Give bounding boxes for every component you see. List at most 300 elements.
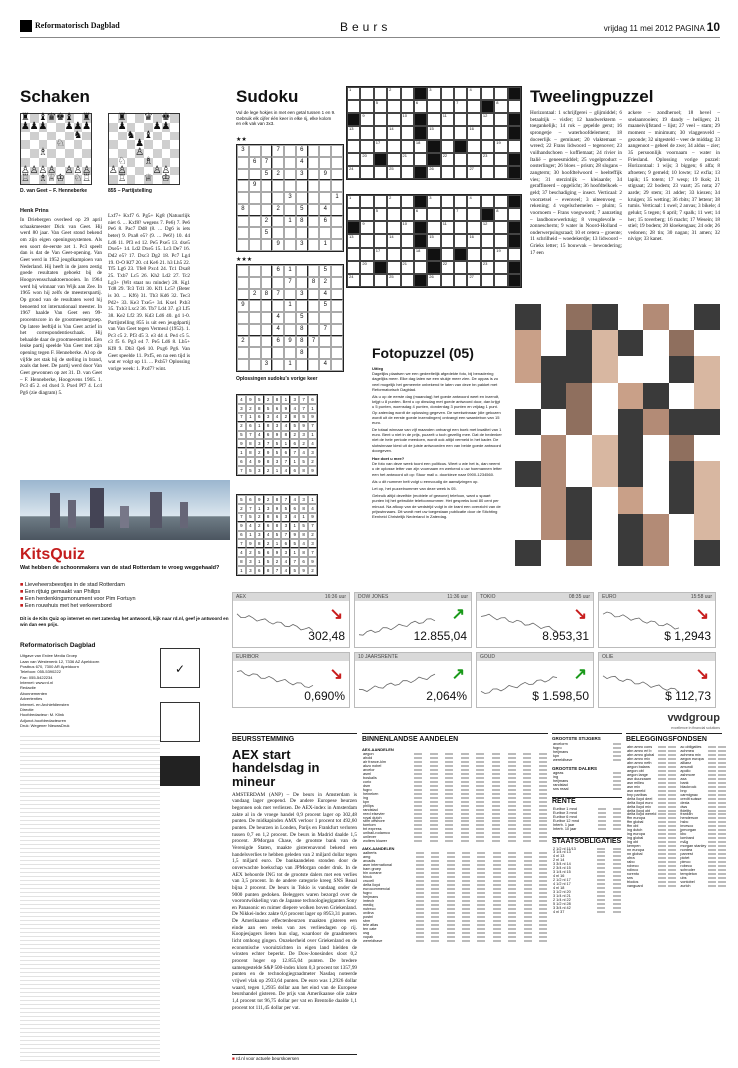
sudoku-puzzle-2[interactable]: [236, 264, 344, 372]
crossword-cell[interactable]: [467, 113, 480, 126]
sudoku-cell[interactable]: [331, 359, 343, 371]
sudoku-cell[interactable]: [319, 192, 331, 204]
crossword-cell[interactable]: [481, 166, 494, 179]
crossword-cell[interactable]: [441, 195, 454, 208]
crossword-cell[interactable]: [347, 261, 360, 274]
crossword-cell[interactable]: [467, 248, 480, 261]
sudoku-cell[interactable]: [249, 336, 261, 348]
crossword-cell[interactable]: [374, 234, 387, 247]
crossword-cell[interactable]: [467, 153, 480, 166]
crossword-cell[interactable]: [467, 140, 480, 153]
table-cell-name: jpmorgan: [680, 828, 697, 833]
table-cell-value: [707, 781, 717, 785]
sudoku-cell[interactable]: [237, 216, 249, 228]
crossword-cell[interactable]: [441, 234, 454, 247]
sudoku-cell[interactable]: [331, 169, 343, 181]
crossword-cell[interactable]: 12: [481, 113, 494, 126]
sudoku-cell[interactable]: [308, 347, 320, 359]
sudoku-cell[interactable]: [272, 227, 284, 239]
sudoku-cell[interactable]: [331, 277, 343, 289]
sudoku-cell[interactable]: [249, 216, 261, 228]
sudoku-cell[interactable]: [296, 277, 308, 289]
sudoku-cell[interactable]: [331, 216, 343, 228]
sudoku-cell[interactable]: [237, 227, 249, 239]
crossword-cell[interactable]: 1: [347, 195, 360, 208]
crossword-cell[interactable]: [360, 140, 373, 153]
crossword-cell[interactable]: [494, 195, 507, 208]
sudoku-cell[interactable]: [319, 336, 331, 348]
sudoku-cell[interactable]: [261, 180, 273, 192]
sudoku-cell[interactable]: [261, 312, 273, 324]
sudoku-cell[interactable]: [284, 169, 296, 181]
crossword-cell[interactable]: 25: [387, 274, 400, 287]
sudoku-cell: 8: [246, 439, 255, 448]
sudoku-cell[interactable]: [284, 180, 296, 192]
crossword-cell[interactable]: 1: [347, 87, 360, 100]
crossword-cell[interactable]: [454, 274, 467, 287]
crossword-cell[interactable]: 14: [387, 126, 400, 139]
crossword-cell[interactable]: [401, 208, 414, 221]
sudoku-cell[interactable]: [331, 336, 343, 348]
crossword-cell[interactable]: 21: [401, 261, 414, 274]
crossword-cell[interactable]: [347, 140, 360, 153]
crossword-cell[interactable]: 17: [374, 140, 387, 153]
sudoku-cell[interactable]: [261, 192, 273, 204]
sudoku-cell[interactable]: [308, 169, 320, 181]
sudoku-cell[interactable]: [284, 145, 296, 157]
crossword-cell[interactable]: [360, 87, 373, 100]
crossword-cell[interactable]: 13: [347, 234, 360, 247]
crossword-cell[interactable]: 27: [467, 166, 480, 179]
crossword-cell[interactable]: [508, 248, 521, 261]
crossword-cell[interactable]: [454, 261, 467, 274]
sudoku-cell[interactable]: [272, 359, 284, 371]
crossword-cell[interactable]: [360, 166, 373, 179]
sudoku-cell: 1: [255, 504, 264, 513]
chess-square: [74, 140, 83, 149]
crossword-cell[interactable]: 3: [427, 195, 440, 208]
crossword-cell[interactable]: [360, 234, 373, 247]
sudoku-cell[interactable]: [331, 227, 343, 239]
crossword-cell[interactable]: [467, 221, 480, 234]
crossword-cell[interactable]: 7: [454, 100, 467, 113]
sudoku-cell[interactable]: [249, 204, 261, 216]
crossword-cell[interactable]: [374, 195, 387, 208]
sudoku-cell[interactable]: [272, 300, 284, 312]
crossword-cell[interactable]: [494, 87, 507, 100]
crossword-cell[interactable]: [441, 274, 454, 287]
crossword-cell[interactable]: [494, 261, 507, 274]
crossword-cell[interactable]: [494, 221, 507, 234]
crossword-cell[interactable]: 13: [347, 126, 360, 139]
sudoku-cell[interactable]: [284, 204, 296, 216]
sudoku-cell[interactable]: [284, 157, 296, 169]
chess-title: Schaken: [20, 87, 90, 106]
crossword-cell[interactable]: [441, 166, 454, 179]
crossword-cell[interactable]: 21: [401, 153, 414, 166]
sudoku-cell: 7: [308, 522, 317, 531]
sudoku-cell[interactable]: [284, 227, 296, 239]
sudoku-cell[interactable]: [284, 312, 296, 324]
crossword-cell[interactable]: 12: [481, 221, 494, 234]
crossword-cell[interactable]: [374, 113, 387, 126]
sudoku-cell[interactable]: [284, 289, 296, 301]
sudoku-cell[interactable]: [296, 265, 308, 277]
crossword-cell[interactable]: 24: [347, 166, 360, 179]
crossword-cell[interactable]: 2: [387, 195, 400, 208]
crossword-cell[interactable]: [401, 248, 414, 261]
sudoku-cell[interactable]: [331, 239, 343, 251]
sudoku-cell[interactable]: [272, 157, 284, 169]
crossword-cell[interactable]: [374, 274, 387, 287]
crossword-cell[interactable]: [374, 221, 387, 234]
sudoku-cell[interactable]: [308, 227, 320, 239]
sudoku-cell[interactable]: [319, 145, 331, 157]
chess-square: [144, 140, 153, 149]
crossword-cell[interactable]: [347, 248, 360, 261]
fondsen-table-2: [679, 745, 727, 888]
sudoku-cell[interactable]: [308, 300, 320, 312]
sudoku-cell[interactable]: [308, 157, 320, 169]
sudoku-cell[interactable]: [331, 204, 343, 216]
kitsquiz-option[interactable]: ■ Een rijtuig gemaakt van Philips: [20, 588, 101, 595]
crossword-cell[interactable]: 11: [441, 221, 454, 234]
crossword-cell[interactable]: [414, 261, 427, 274]
sudoku-cell[interactable]: [331, 312, 343, 324]
crossword-cell[interactable]: 2: [387, 87, 400, 100]
crossword-cell[interactable]: [427, 100, 440, 113]
crossword-cell[interactable]: 22: [441, 153, 454, 166]
crossword-cell[interactable]: [441, 248, 454, 261]
sudoku-cell: 9: [237, 300, 249, 312]
crossword-cell[interactable]: 26: [427, 166, 440, 179]
sudoku-cell[interactable]: [308, 312, 320, 324]
sudoku-cell: 1: [290, 548, 299, 557]
sudoku-cell[interactable]: [237, 157, 249, 169]
sudoku-cell[interactable]: [331, 145, 343, 157]
crossword-cell[interactable]: [508, 140, 521, 153]
sudoku-cell[interactable]: [272, 180, 284, 192]
crossword-cell[interactable]: [387, 113, 400, 126]
crossword-cell[interactable]: 16: [467, 126, 480, 139]
sudoku-cell[interactable]: [331, 300, 343, 312]
sudoku-cell[interactable]: [319, 180, 331, 192]
sudoku-cell[interactable]: [319, 157, 331, 169]
crossword-cell[interactable]: [481, 195, 494, 208]
sudoku-cell[interactable]: [308, 324, 320, 336]
photo-tile: [515, 487, 541, 513]
crossword-cell[interactable]: [387, 221, 400, 234]
crossword-cell[interactable]: [467, 208, 480, 221]
sudoku-cell[interactable]: [331, 289, 343, 301]
crossword-cell[interactable]: 9: [360, 221, 373, 234]
sudoku-cell[interactable]: [261, 204, 273, 216]
sudoku-cell[interactable]: [296, 192, 308, 204]
sudoku-cell[interactable]: [308, 265, 320, 277]
crossword-cell[interactable]: [441, 126, 454, 139]
crossword-cell[interactable]: [360, 208, 373, 221]
crossword-cell[interactable]: 8: [494, 208, 507, 221]
sudoku-cell[interactable]: [261, 265, 273, 277]
sudoku-cell[interactable]: [331, 324, 343, 336]
crossword-grid-2[interactable]: [346, 194, 522, 288]
crossword-cell[interactable]: [494, 153, 507, 166]
sudoku-cell[interactable]: [331, 347, 343, 359]
crossword-cell[interactable]: [360, 195, 373, 208]
crossword-cell[interactable]: 16: [467, 234, 480, 247]
sudoku-cell[interactable]: [237, 265, 249, 277]
crossword-cell[interactable]: [494, 274, 507, 287]
crossword-cell[interactable]: 23: [481, 261, 494, 274]
crossword-cell[interactable]: 5: [374, 100, 387, 113]
sudoku-cell[interactable]: [272, 216, 284, 228]
crossword-cell[interactable]: 5: [374, 208, 387, 221]
crossword-cell[interactable]: [401, 87, 414, 100]
sudoku-cell[interactable]: [249, 300, 261, 312]
chess-square: [170, 114, 179, 123]
sudoku-cell[interactable]: [249, 359, 261, 371]
sudoku-cell[interactable]: [308, 180, 320, 192]
crossword-cell[interactable]: 24: [347, 274, 360, 287]
crossword-cell[interactable]: [401, 234, 414, 247]
sudoku-cell[interactable]: [272, 347, 284, 359]
crossword-cell[interactable]: [387, 153, 400, 166]
crossword-cell[interactable]: [467, 100, 480, 113]
sudoku-cell[interactable]: [249, 192, 261, 204]
sudoku-cell[interactable]: [272, 192, 284, 204]
crossword-cell[interactable]: 6: [414, 208, 427, 221]
crossword-cell[interactable]: [401, 100, 414, 113]
sudoku-cell[interactable]: [308, 239, 320, 251]
sudoku-cell[interactable]: [249, 347, 261, 359]
sudoku-cell[interactable]: [249, 265, 261, 277]
sudoku-cell: 2: [264, 495, 273, 504]
crossword-cell[interactable]: [454, 87, 467, 100]
crossword-cell[interactable]: [401, 166, 414, 179]
crossword-cell[interactable]: [387, 140, 400, 153]
crossword-cell[interactable]: 10: [401, 113, 414, 126]
crossword-cell[interactable]: 22: [441, 261, 454, 274]
crossword-cell[interactable]: [481, 274, 494, 287]
crossword-cell[interactable]: [481, 234, 494, 247]
sudoku-cell[interactable]: [237, 192, 249, 204]
crossword-cell[interactable]: [347, 100, 360, 113]
crossword-cell[interactable]: [401, 126, 414, 139]
sudoku-cell[interactable]: [296, 227, 308, 239]
crossword-cell[interactable]: 15: [427, 126, 440, 139]
sudoku-cell[interactable]: [284, 324, 296, 336]
crossword-cell[interactable]: 20: [360, 153, 373, 166]
sudoku-cell[interactable]: [237, 239, 249, 251]
sudoku-cell[interactable]: [319, 347, 331, 359]
sudoku-cell: 3: [246, 566, 255, 575]
crossword-cell[interactable]: [427, 208, 440, 221]
photo-tile: [643, 356, 669, 382]
sudoku-cell[interactable]: [296, 359, 308, 371]
crossword-cell[interactable]: [427, 113, 440, 126]
sudoku-cell[interactable]: [249, 227, 261, 239]
sudoku-cell[interactable]: [261, 277, 273, 289]
sudoku-cell[interactable]: [296, 180, 308, 192]
sudoku-cell[interactable]: [237, 180, 249, 192]
crossword-cell[interactable]: 15: [427, 234, 440, 247]
crossword-cell[interactable]: 6: [414, 100, 427, 113]
crossword-cell[interactable]: [454, 126, 467, 139]
sudoku-cell[interactable]: [308, 145, 320, 157]
sudoku-cell[interactable]: [237, 277, 249, 289]
crossword-cell[interactable]: 10: [401, 221, 414, 234]
table-cell-name: delta lloyd mix: [627, 804, 652, 809]
chess-square: [47, 132, 56, 141]
crossword-cell[interactable]: [401, 140, 414, 153]
crossword-cell[interactable]: [467, 261, 480, 274]
sudoku-cell[interactable]: [237, 289, 249, 301]
sudoku-cell[interactable]: [296, 300, 308, 312]
crossword-cell[interactable]: [374, 166, 387, 179]
photo-tile: [618, 435, 644, 461]
sudoku-cell: 2: [246, 404, 255, 413]
sudoku-cell[interactable]: [261, 324, 273, 336]
sudoku-cell[interactable]: [261, 239, 273, 251]
sudoku-cell: 5: [290, 566, 299, 575]
crossword-cell[interactable]: 17: [374, 248, 387, 261]
sudoku-cell[interactable]: [331, 157, 343, 169]
crossword-cell[interactable]: [374, 126, 387, 139]
sudoku-cell[interactable]: [331, 180, 343, 192]
sudoku-puzzle-1[interactable]: [236, 144, 344, 252]
sudoku-cell[interactable]: [261, 145, 273, 157]
crossword-cell[interactable]: [481, 87, 494, 100]
crossword-cell[interactable]: [454, 153, 467, 166]
crossword-cell[interactable]: 27: [467, 274, 480, 287]
crossword-cell[interactable]: 20: [360, 261, 373, 274]
crossword-cell[interactable]: [387, 100, 400, 113]
crossword-cell[interactable]: [427, 221, 440, 234]
crossword-cell[interactable]: 18: [414, 248, 427, 261]
crossword-cell[interactable]: [360, 274, 373, 287]
table-cell-name: ing obl: [627, 840, 639, 845]
crossword-cell[interactable]: 19: [494, 248, 507, 261]
kitsquiz-option[interactable]: ■ Een herdenkingsmonument voor Pim Fortuyn: [20, 595, 136, 602]
crossword-cell[interactable]: [481, 126, 494, 139]
crossword-cell[interactable]: [494, 234, 507, 247]
crossword-cell[interactable]: 4: [467, 195, 480, 208]
crossword-cell[interactable]: [401, 195, 414, 208]
sudoku-cell[interactable]: [249, 277, 261, 289]
sudoku-cell[interactable]: [237, 359, 249, 371]
crossword-cell[interactable]: [508, 100, 521, 113]
crossword-cell[interactable]: [414, 153, 427, 166]
crossword-cell[interactable]: 26: [427, 274, 440, 287]
crossword-cell[interactable]: [441, 87, 454, 100]
sudoku-cell[interactable]: [261, 300, 273, 312]
crossword-cell[interactable]: [387, 261, 400, 274]
chess-square: [29, 120, 39, 132]
kitsquiz-option[interactable]: ■ Lieveheersbeestjes in de stad Rotterdam: [20, 582, 125, 588]
sudoku-cell[interactable]: [237, 312, 249, 324]
crossword-cell[interactable]: [494, 166, 507, 179]
crossword-cell[interactable]: [494, 113, 507, 126]
chess-piece-icon: ♖: [20, 173, 30, 185]
crossword-cell[interactable]: [374, 87, 387, 100]
sudoku-cell[interactable]: [261, 336, 273, 348]
kitsquiz-option[interactable]: ■ Een rouwhuis met het verkeersbord: [20, 602, 112, 609]
sudoku-cell[interactable]: [284, 239, 296, 251]
crossword-cell[interactable]: [494, 126, 507, 139]
sudoku-cell[interactable]: [308, 192, 320, 204]
crossword-cell[interactable]: [401, 274, 414, 287]
crossword-cell[interactable]: [347, 153, 360, 166]
crossword-cell[interactable]: 18: [414, 140, 427, 153]
crossword-cell[interactable]: [454, 234, 467, 247]
sudoku-cell[interactable]: [261, 347, 273, 359]
crossword-cell[interactable]: [441, 140, 454, 153]
table-cell-name: wereldhave: [553, 757, 573, 762]
sudoku-cell[interactable]: [284, 347, 296, 359]
sudoku-cell[interactable]: [319, 312, 331, 324]
sudoku-cell[interactable]: [272, 277, 284, 289]
crossword-cell[interactable]: 23: [481, 153, 494, 166]
crossword-cell[interactable]: 19: [494, 140, 507, 153]
crossword-cell[interactable]: 3: [427, 87, 440, 100]
crossword-cell[interactable]: [508, 208, 521, 221]
crossword-cell: [414, 113, 427, 126]
sudoku-cell[interactable]: [308, 216, 320, 228]
sudoku-cell[interactable]: [319, 227, 331, 239]
crossword-cell[interactable]: 25: [387, 166, 400, 179]
crossword-cell[interactable]: [387, 208, 400, 221]
crossword-cell[interactable]: [360, 100, 373, 113]
photo-tile: [566, 540, 592, 566]
sudoku-cell[interactable]: [308, 204, 320, 216]
crossword-cell: [508, 87, 521, 100]
sudoku-cell[interactable]: [237, 324, 249, 336]
sudoku-cell[interactable]: [308, 289, 320, 301]
crossword-cell[interactable]: 7: [454, 208, 467, 221]
sudoku-cell[interactable]: [249, 324, 261, 336]
crossword-cell[interactable]: [454, 113, 467, 126]
crossword-cell[interactable]: [360, 248, 373, 261]
crossword-cell[interactable]: [441, 208, 454, 221]
crossword-cell[interactable]: [481, 140, 494, 153]
sudoku-cell[interactable]: [249, 239, 261, 251]
crossword-cell[interactable]: [454, 166, 467, 179]
sudoku-cell[interactable]: [331, 265, 343, 277]
crossword-cell[interactable]: 9: [360, 113, 373, 126]
crossword-cell[interactable]: 8: [494, 100, 507, 113]
table-cell-name: nordea: [680, 848, 693, 853]
crossword-cell[interactable]: [347, 208, 360, 221]
sudoku-cell[interactable]: [249, 312, 261, 324]
crossword-cell[interactable]: 11: [441, 113, 454, 126]
amx-table: [362, 851, 548, 943]
crossword-cell[interactable]: 14: [387, 234, 400, 247]
chess-board-left: [20, 113, 92, 185]
crossword-cell[interactable]: [454, 195, 467, 208]
crossword-cell[interactable]: [387, 248, 400, 261]
crossword-cell[interactable]: [481, 248, 494, 261]
crossword-cell[interactable]: [441, 100, 454, 113]
sudoku-cell[interactable]: [237, 169, 249, 181]
sudoku-cell[interactable]: [308, 359, 320, 371]
sudoku-cell[interactable]: [249, 145, 261, 157]
sudoku-cell[interactable]: [249, 169, 261, 181]
crossword-cell[interactable]: [360, 126, 373, 139]
crossword-cell[interactable]: [454, 221, 467, 234]
crossword-grid-1[interactable]: [346, 86, 522, 180]
crossword-cell[interactable]: 4: [467, 87, 480, 100]
sudoku-cell[interactable]: [237, 347, 249, 359]
